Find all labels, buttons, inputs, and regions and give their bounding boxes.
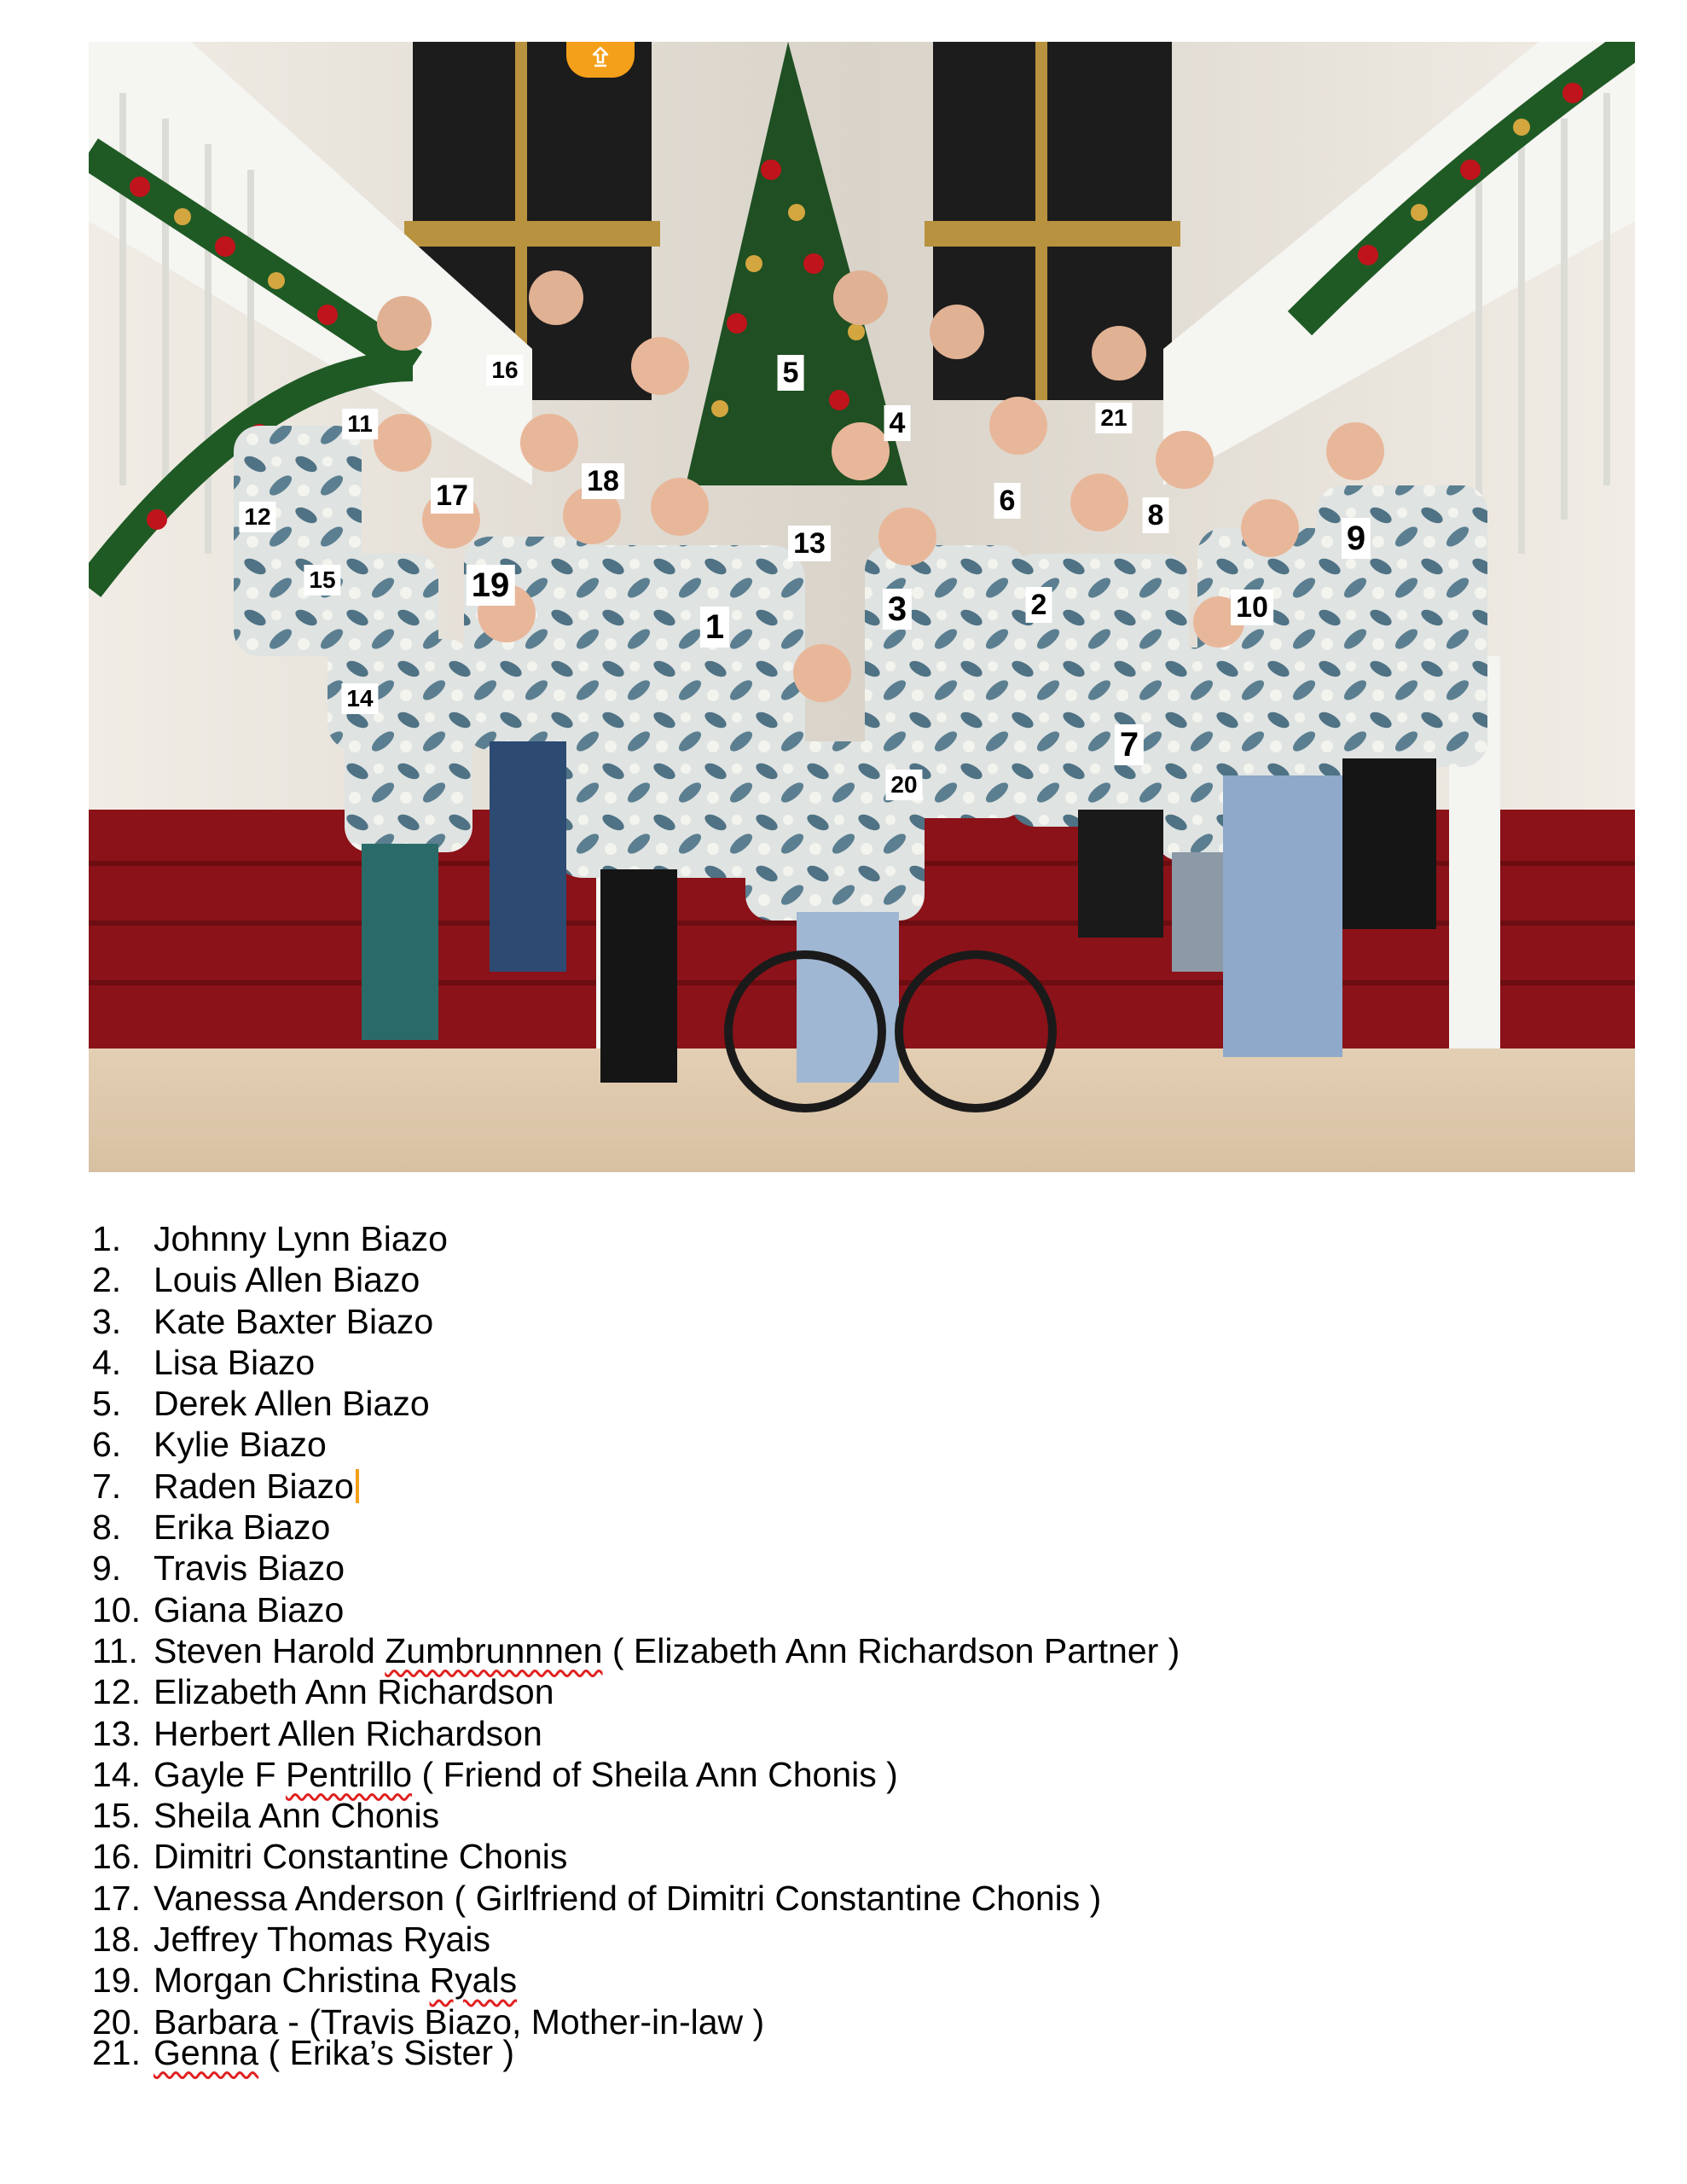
person-tag-4: 4 xyxy=(884,405,911,441)
person-tag-7: 7 xyxy=(1115,724,1144,765)
person-tag-2: 2 xyxy=(1026,587,1052,623)
list-item: 18. Jeffrey Thomas Ryais xyxy=(92,1920,490,1960)
misspelled-word[interactable]: Zumbrunnnen xyxy=(385,1630,603,1670)
list-item: 20. Barbara - (Travis Biazo, Mother-in-law ) xyxy=(92,2001,765,2042)
person-tag-9: 9 xyxy=(1342,518,1371,559)
list-item: 2. Louis Allen Biazo xyxy=(92,1260,420,1300)
list-item: 10. Giana Biazo xyxy=(92,1589,345,1629)
name-list xyxy=(92,1218,1180,2073)
person-tag-14: 14 xyxy=(341,683,378,714)
list-item: 19. Morgan Christina Ryals xyxy=(92,1960,518,2001)
list-item: 16. Dimitri Constantine Chonis xyxy=(92,1837,568,1877)
list-item: 3. Kate Baxter Biazo xyxy=(92,1301,434,1341)
misspelled-word[interactable]: Genna xyxy=(154,2032,259,2072)
person-tag-10: 10 xyxy=(1231,590,1273,625)
person-tag-18: 18 xyxy=(582,463,624,499)
person-tag-8: 8 xyxy=(1143,497,1169,533)
list-item: 14. Gayle F Pentrillo ( Friend of Sheila Ann Chonis ) xyxy=(92,1754,898,1794)
list-item: 7. Raden Biazo xyxy=(92,1466,1180,1507)
person-tag-12: 12 xyxy=(239,502,275,532)
list-item: 4. Lisa Biazo xyxy=(92,1342,316,1382)
list-item: 9. Travis Biazo xyxy=(92,1548,345,1589)
misspelled-word[interactable]: Pentrillo xyxy=(285,1754,413,1794)
person-tag-21: 21 xyxy=(1095,403,1132,433)
person-tag-6: 6 xyxy=(994,483,1021,519)
text-cursor xyxy=(356,1469,359,1503)
group-photo-illustration xyxy=(89,42,1635,1172)
group-photo xyxy=(89,42,1635,1172)
list-item: 15. Sheila Ann Chonis xyxy=(92,1796,440,1836)
misspelled-word[interactable]: Ryals xyxy=(429,1960,518,2001)
person-tag-3: 3 xyxy=(883,589,912,630)
person-tag-15: 15 xyxy=(304,565,340,595)
list-item: 11. Steven Harold Zumbrunnnen ( Elizabeth Ann Richardson Partner ) xyxy=(92,1630,1180,1670)
list-item: 13. Herbert Allen Richardson xyxy=(92,1713,542,1753)
list-item: 21. Genna ( Erika’s Sister ) xyxy=(92,2032,515,2072)
list-item: 5. Derek Allen Biazo xyxy=(92,1384,430,1424)
list-item: 6. Kylie Biazo xyxy=(92,1425,327,1465)
person-tag-17: 17 xyxy=(431,478,473,514)
list-item: 17. Vanessa Anderson ( Girlfriend of Dimitri Constantine Chonis ) xyxy=(92,1878,1102,1918)
person-tag-1: 1 xyxy=(700,607,729,648)
person-tag-16: 16 xyxy=(486,355,523,386)
person-tag-11: 11 xyxy=(342,409,378,439)
person-tag-19: 19 xyxy=(467,565,515,606)
list-item: 1. Johnny Lynn Biazo xyxy=(92,1219,448,1258)
upload-button[interactable] xyxy=(566,42,635,78)
list-item: 12. Elizabeth Ann Richardson xyxy=(92,1672,554,1712)
person-tag-5: 5 xyxy=(778,355,804,391)
list-item: 8. Erika Biazo xyxy=(92,1507,331,1548)
person-tag-13: 13 xyxy=(788,526,831,561)
person-tag-20: 20 xyxy=(885,770,922,800)
upload-icon xyxy=(588,44,613,69)
